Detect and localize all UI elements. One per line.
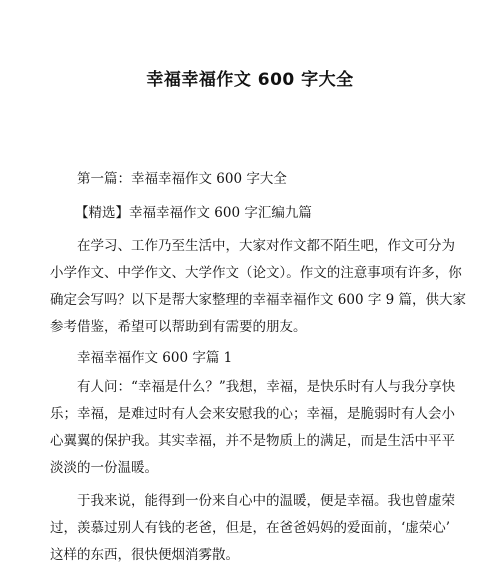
- section-heading-text: 第一篇：幸福幸福作文 600 字大全: [77, 171, 287, 187]
- paragraph-line: 这样的东西，很快便烟消雾散。: [50, 547, 239, 563]
- subheading-text: 【精选】幸福幸福作文 600 字汇编九篇: [75, 205, 312, 221]
- intro-line: 小学作文、中学作文、大学作文（论文）。作文的注意事项有许多，你: [50, 265, 462, 281]
- essay-heading-text: 幸福幸福作文 600 字篇 1: [77, 350, 233, 366]
- paragraph-line: 乐；幸福，是难过时有人会来安慰我的心；幸福，是脆弱时有人会小: [50, 406, 455, 422]
- paragraph-line: 于我来说，能得到一份来自心中的温暖，便是幸福。我也曾虚荣: [77, 493, 455, 509]
- paragraph-line: 淡淡的一份温暖。: [50, 460, 158, 476]
- paragraph-line: 有人问：“幸福是什么？”我想，幸福，是快乐时有人与我分享快: [77, 379, 456, 395]
- intro-line: 在学习、工作乃至生活中，大家对作文都不陌生吧，作文可分为: [77, 238, 455, 254]
- document-title: 幸福幸福作文 600 字大全: [146, 70, 354, 90]
- paragraph-line: 心翼翼的保护我。其实幸福，并不是物质上的满足，而是生活中平平: [50, 433, 455, 449]
- intro-line: 确定会写吗？以下是帮大家整理的幸福幸福作文 600 字 9 篇，供大家: [50, 292, 467, 308]
- paragraph-line: 过，羡慕过别人有钱的老爸，但是，在爸爸妈妈的爱面前，‘虚荣心’: [50, 520, 451, 536]
- intro-line: 参考借鉴，希望可以帮助到有需要的朋友。: [50, 319, 307, 335]
